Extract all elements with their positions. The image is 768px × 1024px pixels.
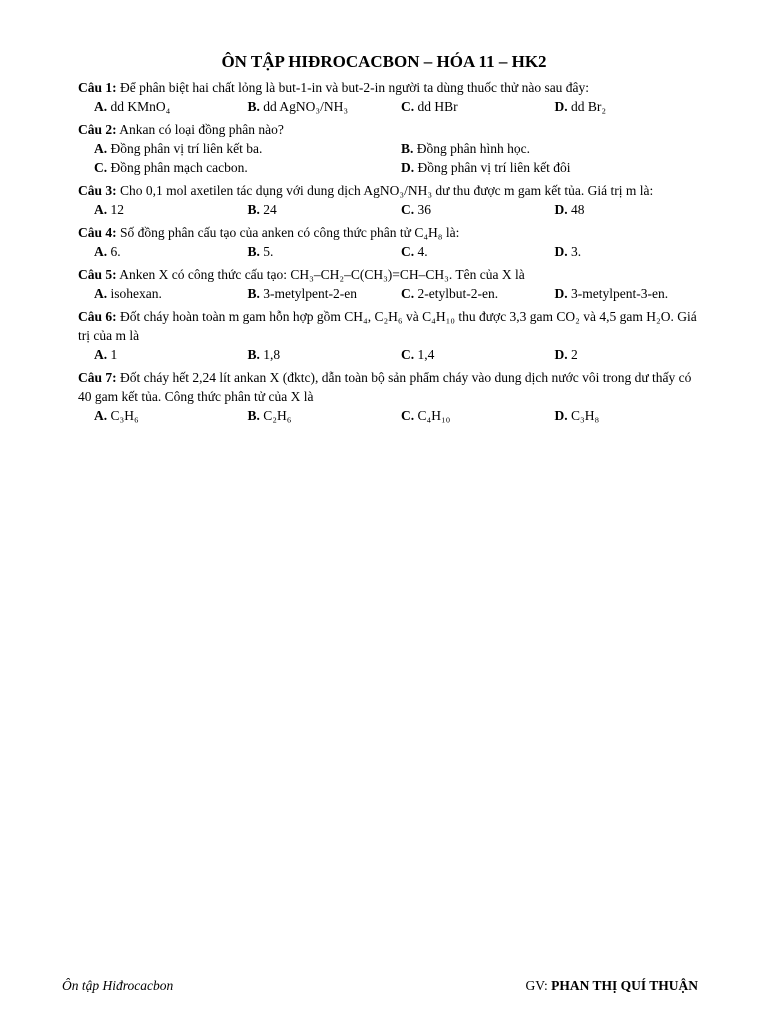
question-label: Câu 4:	[78, 225, 117, 240]
option-text: 12	[110, 202, 124, 217]
question-text: Anken X có công thức cấu tạo: CH₃–CH₂–C(CH₃)=CH–CH₃. Tên của X là	[119, 267, 525, 282]
answer-option	[94, 158, 401, 177]
answer-option	[94, 139, 401, 158]
question-stem	[78, 265, 708, 284]
question-text: Đốt cháy hết 2,24 lít ankan X (đktc), dẫn toàn bộ sản phẩm cháy vào dung dịch nước vôi trong dư thấy có 40 gam kết tủa. Công thức phân tử của X là	[78, 370, 692, 404]
answer-option	[401, 97, 555, 116]
footer-subject: Ôn tập Hiđrocacbon	[62, 978, 174, 993]
option-letter: A.	[94, 202, 108, 217]
option-letter: A.	[94, 347, 108, 362]
option-text: 1,4	[417, 347, 435, 362]
answer-option	[248, 97, 402, 116]
answer-option	[248, 406, 402, 425]
option-letter: C.	[401, 408, 415, 423]
question	[78, 78, 708, 116]
option-text: 36	[417, 202, 431, 217]
question-text: Số đồng phân cấu tạo của anken có công thức phân tử C₄H₈ là:	[120, 225, 460, 240]
option-letter: B.	[247, 244, 260, 259]
option-text: Đồng phân hình học.	[416, 141, 530, 156]
option-text: C₃H₈	[571, 408, 600, 423]
option-letter: B.	[247, 286, 260, 301]
answer-option	[401, 406, 555, 425]
option-text: 1	[110, 347, 118, 362]
question-label: Câu 7:	[78, 370, 117, 385]
answer-option	[248, 200, 402, 219]
answer-option	[248, 345, 402, 364]
question	[78, 368, 708, 425]
question-label: Câu 2:	[78, 122, 117, 137]
question	[78, 181, 708, 219]
option-text: 5.	[263, 244, 274, 259]
option-letter: D.	[554, 99, 568, 114]
question	[78, 265, 708, 303]
question-label: Câu 1:	[78, 80, 117, 95]
option-letter: C.	[401, 99, 415, 114]
answer-options	[78, 200, 708, 219]
option-letter: D.	[554, 202, 568, 217]
answer-options	[78, 139, 708, 177]
question-text: Để phân biệt hai chất lỏng là but-1-in và but-2-in người ta dùng thuốc thử nào sau đây:	[120, 80, 590, 95]
footer-teacher	[525, 978, 698, 994]
answer-option	[401, 158, 708, 177]
option-letter: B.	[401, 141, 414, 156]
option-letter: C.	[401, 244, 415, 259]
answer-option	[401, 200, 555, 219]
option-letter: C.	[401, 286, 415, 301]
answer-options	[78, 406, 708, 425]
question	[78, 120, 708, 177]
answer-option	[555, 406, 709, 425]
option-letter: A.	[94, 286, 108, 301]
answer-option	[94, 200, 248, 219]
option-letter: B.	[247, 99, 260, 114]
answer-options	[78, 345, 708, 364]
answer-option	[555, 97, 709, 116]
question-text: Đốt cháy hoàn toàn m gam hỗn hợp gồm CH₄, C₂H₆ và C₄H₁₀ thu được 3,3 gam CO₂ và 4,5 gam H₂O. Giá trị của m là	[78, 309, 697, 343]
option-letter: D.	[554, 347, 568, 362]
answer-option	[94, 406, 248, 425]
question-list	[78, 78, 708, 429]
question-stem	[78, 181, 708, 200]
option-text: 4.	[417, 244, 428, 259]
answer-option	[401, 284, 555, 303]
option-text: isohexan.	[110, 286, 162, 301]
question-stem	[78, 120, 708, 139]
page-title: ÔN TẬP HIĐROCACBON – HÓA 11 – HK2	[221, 52, 547, 71]
option-text: Đồng phân mạch cacbon.	[110, 160, 248, 175]
answer-option	[401, 242, 555, 261]
option-text: C₄H₁₀	[417, 408, 451, 423]
answer-options	[78, 284, 708, 303]
option-text: dd KMnO₄	[110, 99, 171, 114]
option-letter: C.	[401, 202, 415, 217]
option-letter: D.	[554, 286, 568, 301]
option-letter: A.	[94, 141, 108, 156]
question-text: Ankan có loại đồng phân nào?	[119, 122, 284, 137]
option-text: 6.	[110, 244, 121, 259]
option-letter: D.	[554, 408, 568, 423]
answer-options	[78, 97, 708, 116]
option-text: 2	[571, 347, 578, 362]
question-stem	[78, 368, 708, 406]
answer-option	[94, 242, 248, 261]
option-text: C₃H₆	[110, 408, 139, 423]
option-text: 2-etylbut-2-en.	[417, 286, 499, 301]
question-text: Cho 0,1 mol axetilen tác dụng với dung dịch AgNO₃/NH₃ dư thu được m gam kết tủa. Giá trị m là:	[120, 183, 654, 198]
answer-option	[94, 284, 248, 303]
option-text: 3-metylpent-3-en.	[571, 286, 669, 301]
option-text: dd AgNO₃/NH₃	[263, 99, 349, 114]
footer-teacher-name: PHAN THỊ QUÍ THUẬN	[551, 978, 698, 993]
option-text: 24	[263, 202, 277, 217]
option-text: 3.	[571, 244, 582, 259]
question-stem	[78, 78, 708, 97]
footer-teacher-prefix: GV:	[525, 978, 552, 993]
option-text: Đồng phân vị trí liên kết đôi	[417, 160, 571, 175]
answer-option	[401, 139, 708, 158]
option-text: 48	[571, 202, 585, 217]
option-letter: A.	[94, 99, 108, 114]
question-stem	[78, 223, 708, 242]
answer-option	[555, 284, 709, 303]
option-text: 1,8	[263, 347, 281, 362]
option-letter: A.	[94, 244, 108, 259]
option-letter: A.	[94, 408, 108, 423]
answer-option	[248, 242, 402, 261]
option-letter: B.	[247, 347, 260, 362]
answer-option	[401, 345, 555, 364]
answer-option	[248, 284, 402, 303]
option-text: dd HBr	[417, 99, 458, 114]
answer-option	[555, 345, 709, 364]
option-letter: B.	[247, 408, 260, 423]
question-label: Câu 3:	[78, 183, 117, 198]
option-text: Đồng phân vị trí liên kết ba.	[110, 141, 263, 156]
question-label: Câu 6:	[78, 309, 117, 324]
option-text: C₂H₆	[263, 408, 292, 423]
question-stem	[78, 307, 708, 345]
question	[78, 223, 708, 261]
question-label: Câu 5:	[78, 267, 117, 282]
answer-option	[94, 345, 248, 364]
option-letter: D.	[554, 244, 568, 259]
question	[78, 307, 708, 364]
answer-option	[555, 200, 709, 219]
option-text: dd Br₂	[571, 99, 607, 114]
answer-options	[78, 242, 708, 261]
option-letter: C.	[94, 160, 108, 175]
option-text: 3-metylpent-2-en	[263, 286, 357, 301]
option-letter: C.	[401, 347, 415, 362]
option-letter: B.	[247, 202, 260, 217]
answer-option	[94, 97, 248, 116]
answer-option	[555, 242, 709, 261]
option-letter: D.	[401, 160, 415, 175]
